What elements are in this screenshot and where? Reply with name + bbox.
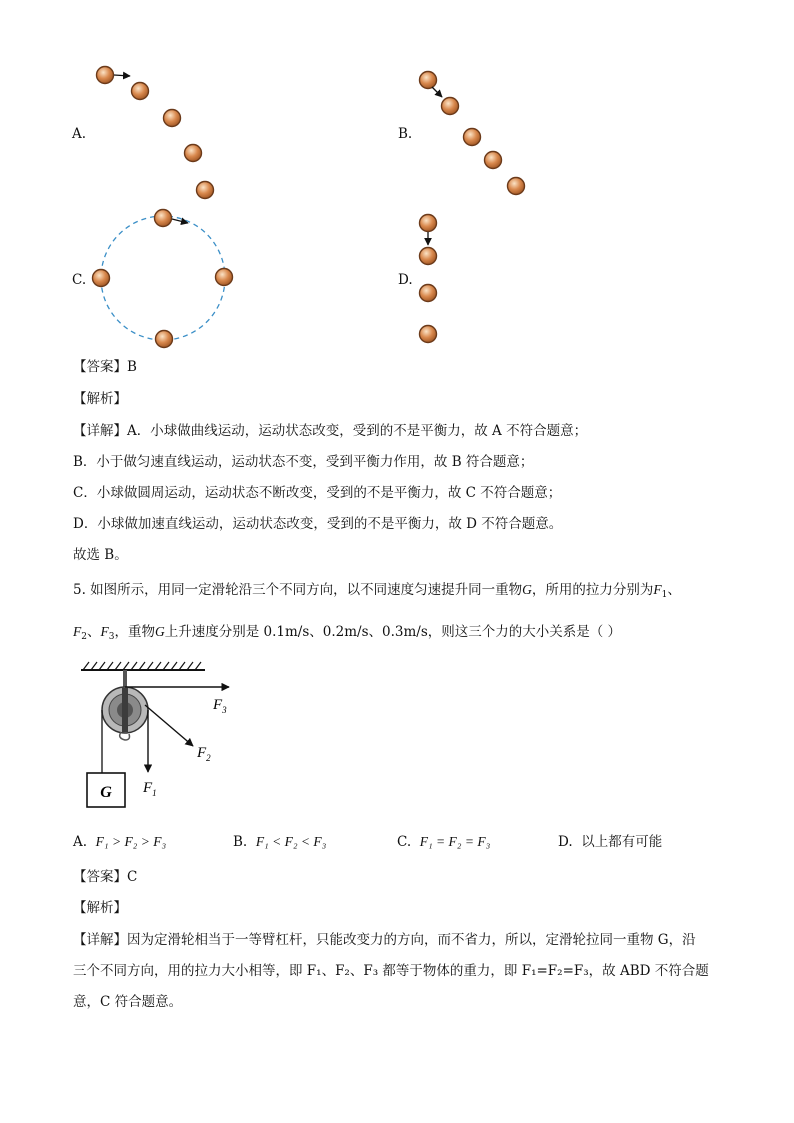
q5-option-b[interactable]: B. F₁ < F₂ < F₃ (233, 834, 327, 850)
velocity-arrow (114, 75, 130, 76)
weight-label: G (100, 784, 112, 801)
option-a-label: A. (72, 126, 87, 142)
q5-stem-line2: $F_2$、$F_3$，重物G上升速度分别是 0.1m/s、0.2m/s、0.3m/s，则这三个力的大小关系是（ ） (73, 624, 622, 642)
f1-label: $F_1$ (143, 780, 157, 798)
ball (420, 248, 437, 265)
pulley-figure (75, 660, 250, 815)
circular-path (101, 216, 225, 340)
force-f2 (145, 705, 193, 746)
q4-detail-d: D．小球做加速直线运动，运动状态改变，受到的不是平衡力，故 D 不符合题意。 (73, 516, 563, 532)
ball (97, 67, 114, 84)
pulley-hanger (123, 670, 127, 688)
ball (420, 72, 437, 89)
ball (442, 98, 459, 115)
q4-answer: 【答案】B (73, 359, 137, 375)
ball (156, 331, 173, 348)
ball (216, 269, 233, 286)
q4-detail-b: B．小于做匀速直线运动，运动状态不变，受到平衡力作用，故 B 符合题意； (73, 454, 534, 470)
q5-answer: 【答案】C (73, 869, 138, 885)
ball (164, 110, 181, 127)
q5-option-c[interactable]: C. F₁ = F₂ = F₃ (397, 834, 491, 850)
ball (508, 178, 525, 195)
ball (132, 83, 149, 100)
q4-detail-c: C．小球做圆周运动，运动状态不断改变，受到的不是平衡力，故 C 不符合题意； (73, 485, 562, 501)
ball (420, 215, 437, 232)
q4-analysis-heading: 【解析】 (73, 391, 127, 407)
f2-label: $F_2$ (197, 745, 211, 763)
option-c-figure (88, 205, 238, 350)
ball (155, 210, 172, 227)
option-d-label: D. (398, 272, 413, 288)
q5-detail-line2: 三个不同方向，用的拉力大小相等，即 F₁、F₂、F₃ 都等于物体的重力，即 F₁=F₂=F₃，故 ABD 不符合题 (73, 963, 709, 979)
option-a-figure (90, 60, 230, 210)
ball (464, 129, 481, 146)
velocity-arrow (172, 219, 188, 223)
q5-option-d[interactable]: D. 以上都有可能 (558, 834, 663, 850)
ball (420, 326, 437, 343)
q5-detail-line1: 【详解】因为定滑轮相当于一等臂杠杆，只能改变力的方向，而不省力，所以，定滑轮拉同一重物 G，沿 (73, 932, 696, 948)
option-b-figure (410, 65, 540, 205)
velocity-arrow (432, 87, 442, 97)
f3-label: $F_3$ (213, 697, 227, 715)
ball (485, 152, 502, 169)
ball (93, 270, 110, 287)
q4-conclusion: 故选 B。 (73, 547, 128, 563)
q5-detail-line3: 意，C 符合题意。 (73, 994, 183, 1010)
ball (420, 285, 437, 302)
q5-option-a[interactable]: A. F₁ > F₂ > F₃ (73, 834, 167, 850)
q5-stem-line1: 5. 如图所示，用同一定滑轮沿三个不同方向，以不同速度匀速提升同一重物G，所用的拉力分别为$F_1$、 (73, 582, 681, 600)
option-c-label: C. (72, 272, 87, 288)
option-d-figure (410, 208, 450, 348)
option-b-label: B. (398, 126, 413, 142)
ceiling-hatch (83, 662, 201, 670)
q5-analysis-heading: 【解析】 (73, 900, 127, 916)
ball (185, 145, 202, 162)
ball (197, 182, 214, 199)
q4-detail-a: 【详解】A．小球做曲线运动，运动状态改变，受到的不是平衡力，故 A 不符合题意； (73, 423, 588, 439)
